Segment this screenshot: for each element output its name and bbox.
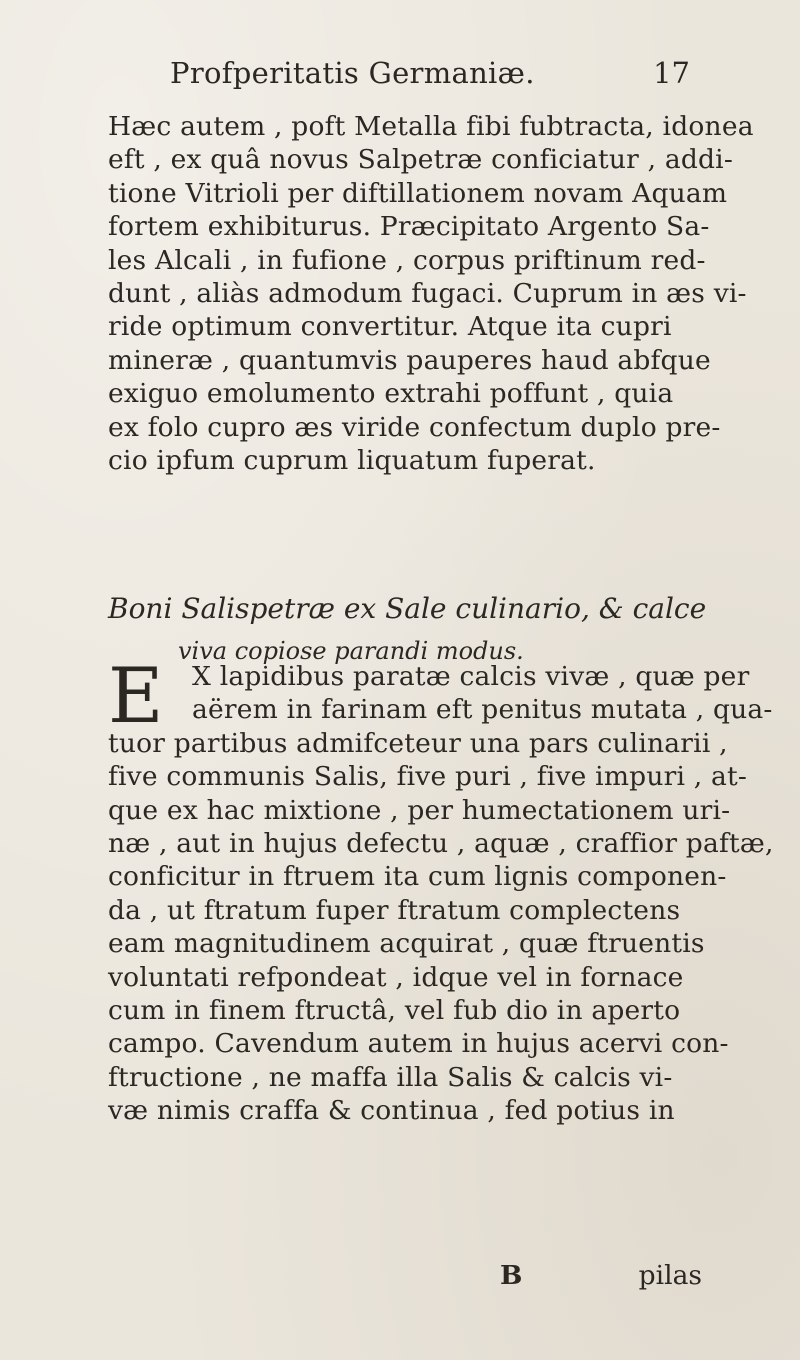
text-line: da , ut ftratum fuper ftratum complectens <box>108 894 681 926</box>
text-line: Hæc autem , poft Metalla fibi fubtracta, idonea <box>108 111 754 142</box>
paragraph-1 <box>108 110 754 477</box>
text-line: ex folo cupro æs viride confectum duplo pre- <box>108 411 721 443</box>
page-header <box>110 56 690 100</box>
text-line: ride optimum convertitur. Atque ita cupri <box>108 311 672 343</box>
text-line: X lapidibus paratæ calcis vivæ , quæ per <box>192 661 750 692</box>
text-line: five communis Salis, five puri , five impuri , at- <box>108 761 748 793</box>
text-line: cio ipfum cuprum liquatum fuperat. <box>108 444 596 476</box>
page-number: 17 <box>653 56 690 90</box>
text-line: aërem in farinam eft penitus mutata , qua- <box>192 694 773 726</box>
text-line: tione Vitrioli per diftillationem novam Aquam <box>108 177 728 209</box>
heading-line-1: Boni Salispetræ ex Sale culinario, & calce <box>108 592 707 625</box>
signature-mark: B <box>500 1260 523 1291</box>
text-line: næ , aut in hujus defectu , aquæ , craffior paftæ, <box>108 827 774 859</box>
text-line: cum in finem ftructâ, vel fub dio in aperto <box>108 994 681 1026</box>
text-line: les Alcali , in fufione , corpus priftinum red- <box>108 244 706 276</box>
text-line: campo. Cavendum autem in hujus acervi con- <box>108 1028 729 1060</box>
page-footer <box>108 1260 702 1296</box>
catchword: pilas <box>638 1260 702 1291</box>
text-line: væ nimis craffa & continua , fed potius in <box>108 1095 675 1127</box>
text-line: conficitur in ftruem ita cum lignis componen- <box>108 861 727 893</box>
running-title: Profperitatis Germaniæ. <box>170 56 535 90</box>
text-line: dunt , aliàs admodum fugaci. Cuprum in æs vi- <box>108 277 747 309</box>
text-line: que ex hac mixtione , per humectationem uri- <box>108 794 731 826</box>
text-line: ftructione , ne maffa illa Salis & calcis vi- <box>108 1061 673 1093</box>
text-line: fortem exhibiturus. Præcipitato Argento Sa- <box>108 211 710 243</box>
text-line: eft , ex quâ novus Salpetræ conficiatur , addi- <box>108 144 733 176</box>
drop-cap: E <box>108 651 164 740</box>
heading-line-2: viva copiose parandi modus. <box>178 637 524 665</box>
text-line: mineræ , quantumvis pauperes haud abfque <box>108 344 711 376</box>
text-line: voluntati refpondeat , idque vel in fornace <box>108 961 684 993</box>
text-line: eam magnitudinem acquirat , quæ ftruentis <box>108 928 705 960</box>
text-line: exiguo emolumento extrahi poffunt , quia <box>108 378 674 410</box>
text-line: tuor partibus admifceteur una pars culinarii , <box>108 727 728 759</box>
